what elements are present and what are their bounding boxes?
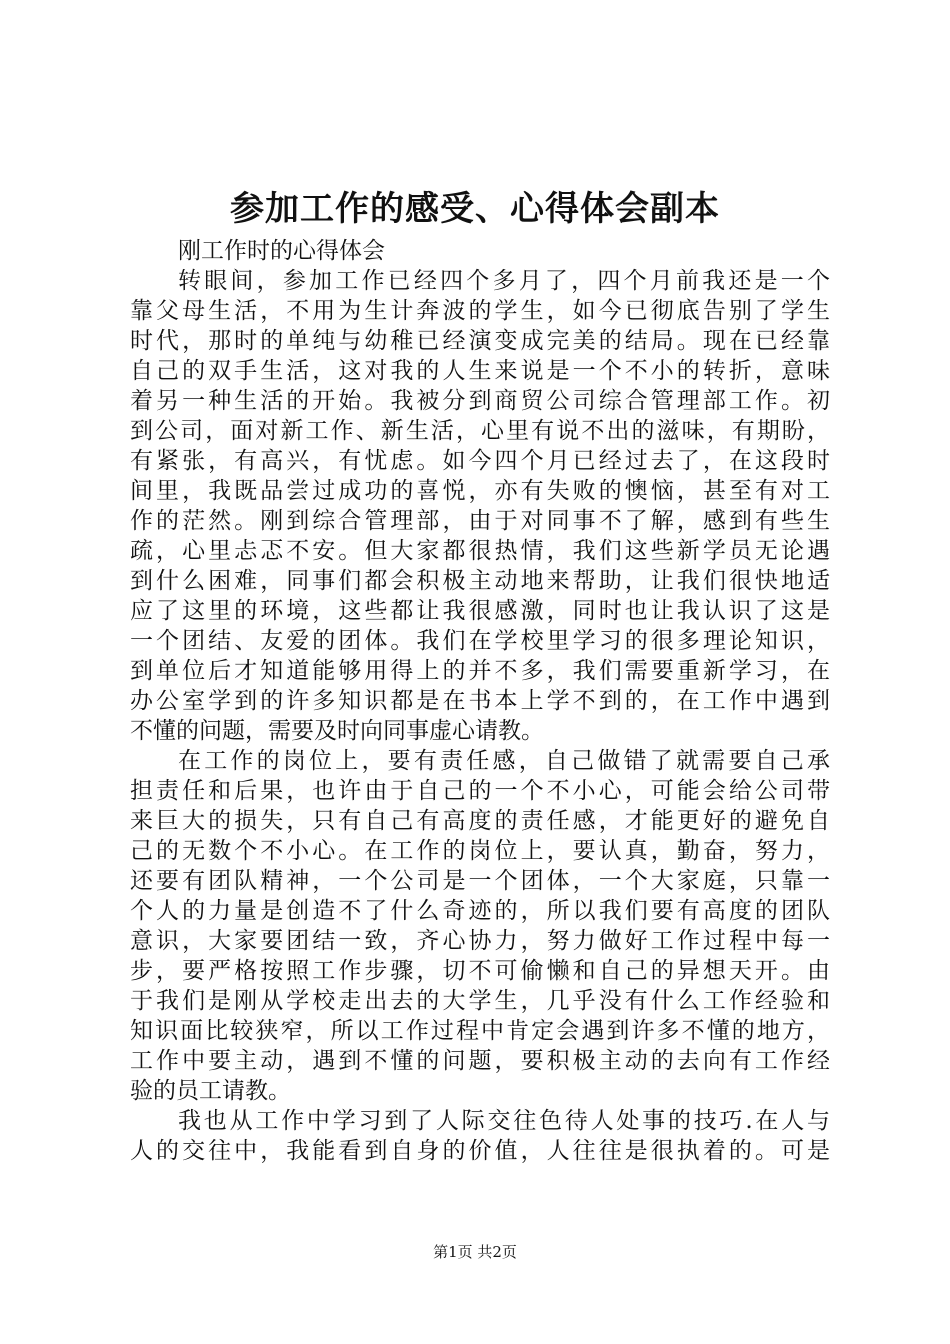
text-line: 个人的力量是创造不了什么奇迹的，所以我们要有高度的团队 [130, 898, 830, 924]
text-line: 于我们是刚从学校走出去的大学生，几乎没有什么工作经验和 [130, 988, 830, 1014]
text-line: 工作中要主动，遇到不懂的问题，要积极主动的去向有工作经 [130, 1048, 830, 1074]
text-line: 应了这里的环境，这些都让我很感激，同时也让我认识了这是 [130, 598, 830, 624]
text-line: 自己的双手生活，这对我的人生来说是一个不小的转折，意味 [130, 358, 830, 384]
document-title: 参加工作的感受、心得体会副本 [230, 189, 720, 229]
page-number-footer: 第1页 共2页 [433, 1243, 517, 1261]
text-line: 验的员工请教。 [130, 1078, 291, 1104]
text-line: 担责任和后果，也许由于自己的一个不小心，可能会给公司带 [130, 778, 830, 804]
text-line: 我也从工作中学习到了人际交往色待人处事的技巧.在人与 [178, 1108, 830, 1134]
text-line: 意识，大家要团结一致，齐心协力，努力做好工作过程中每一 [130, 928, 830, 954]
text-line: 间里，我既品尝过成功的喜悦，亦有失败的懊恼，甚至有对工 [130, 478, 830, 504]
text-line: 靠父母生活，不用为生计奔波的学生，如今已彻底告别了学生 [130, 298, 830, 324]
text-line: 着另一种生活的开始。我被分到商贸公司综合管理部工作。初 [130, 388, 830, 414]
text-line: 有紧张，有高兴，有忧虑。如今四个月已经过去了，在这段时 [130, 448, 830, 474]
text-line: 时代，那时的单纯与幼稚已经演变成完美的结局。现在已经靠 [130, 328, 830, 354]
text-line: 一个团结、友爱的团体。我们在学校里学习的很多理论知识， [130, 628, 830, 654]
text-line: 不懂的问题，需要及时向同事虚心请教。 [130, 718, 544, 744]
text-line: 步，要严格按照工作步骤，切不可偷懒和自己的异想天开。由 [130, 958, 830, 984]
document-body [130, 236, 830, 1166]
document-subtitle: 刚工作时的心得体会 [178, 238, 385, 264]
text-line: 到单位后才知道能够用得上的并不多，我们需要重新学习，在 [130, 658, 830, 684]
text-line: 到公司，面对新工作、新生活，心里有说不出的滋味，有期盼， [130, 418, 830, 444]
text-line: 作的茫然。刚到综合管理部，由于对同事不了解，感到有些生 [130, 508, 830, 534]
text-line: 疏，心里忐忑不安。但大家都很热情，我们这些新学员无论遇 [130, 538, 830, 564]
text-line: 到什么困难，同事们都会积极主动地来帮助，让我们很快地适 [130, 568, 830, 594]
text-line: 办公室学到的许多知识都是在书本上学不到的，在工作中遇到 [130, 688, 830, 714]
text-line: 人的交往中，我能看到自身的价值，人往往是很执着的。可是 [130, 1138, 830, 1164]
text-line: 在工作的岗位上，要有责任感，自己做错了就需要自己承 [178, 748, 830, 774]
text-line: 来巨大的损失，只有自己有高度的责任感，才能更好的避免自 [130, 808, 830, 834]
text-line: 知识面比较狭窄，所以工作过程中肯定会遇到许多不懂的地方， [130, 1018, 830, 1044]
text-line: 己的无数个不小心。在工作的岗位上，要认真，勤奋，努力， [130, 838, 830, 864]
text-line: 转眼间，参加工作已经四个多月了，四个月前我还是一个 [178, 268, 830, 294]
text-line: 还要有团队精神，一个公司是一个团体，一个大家庭，只靠一 [130, 868, 830, 894]
